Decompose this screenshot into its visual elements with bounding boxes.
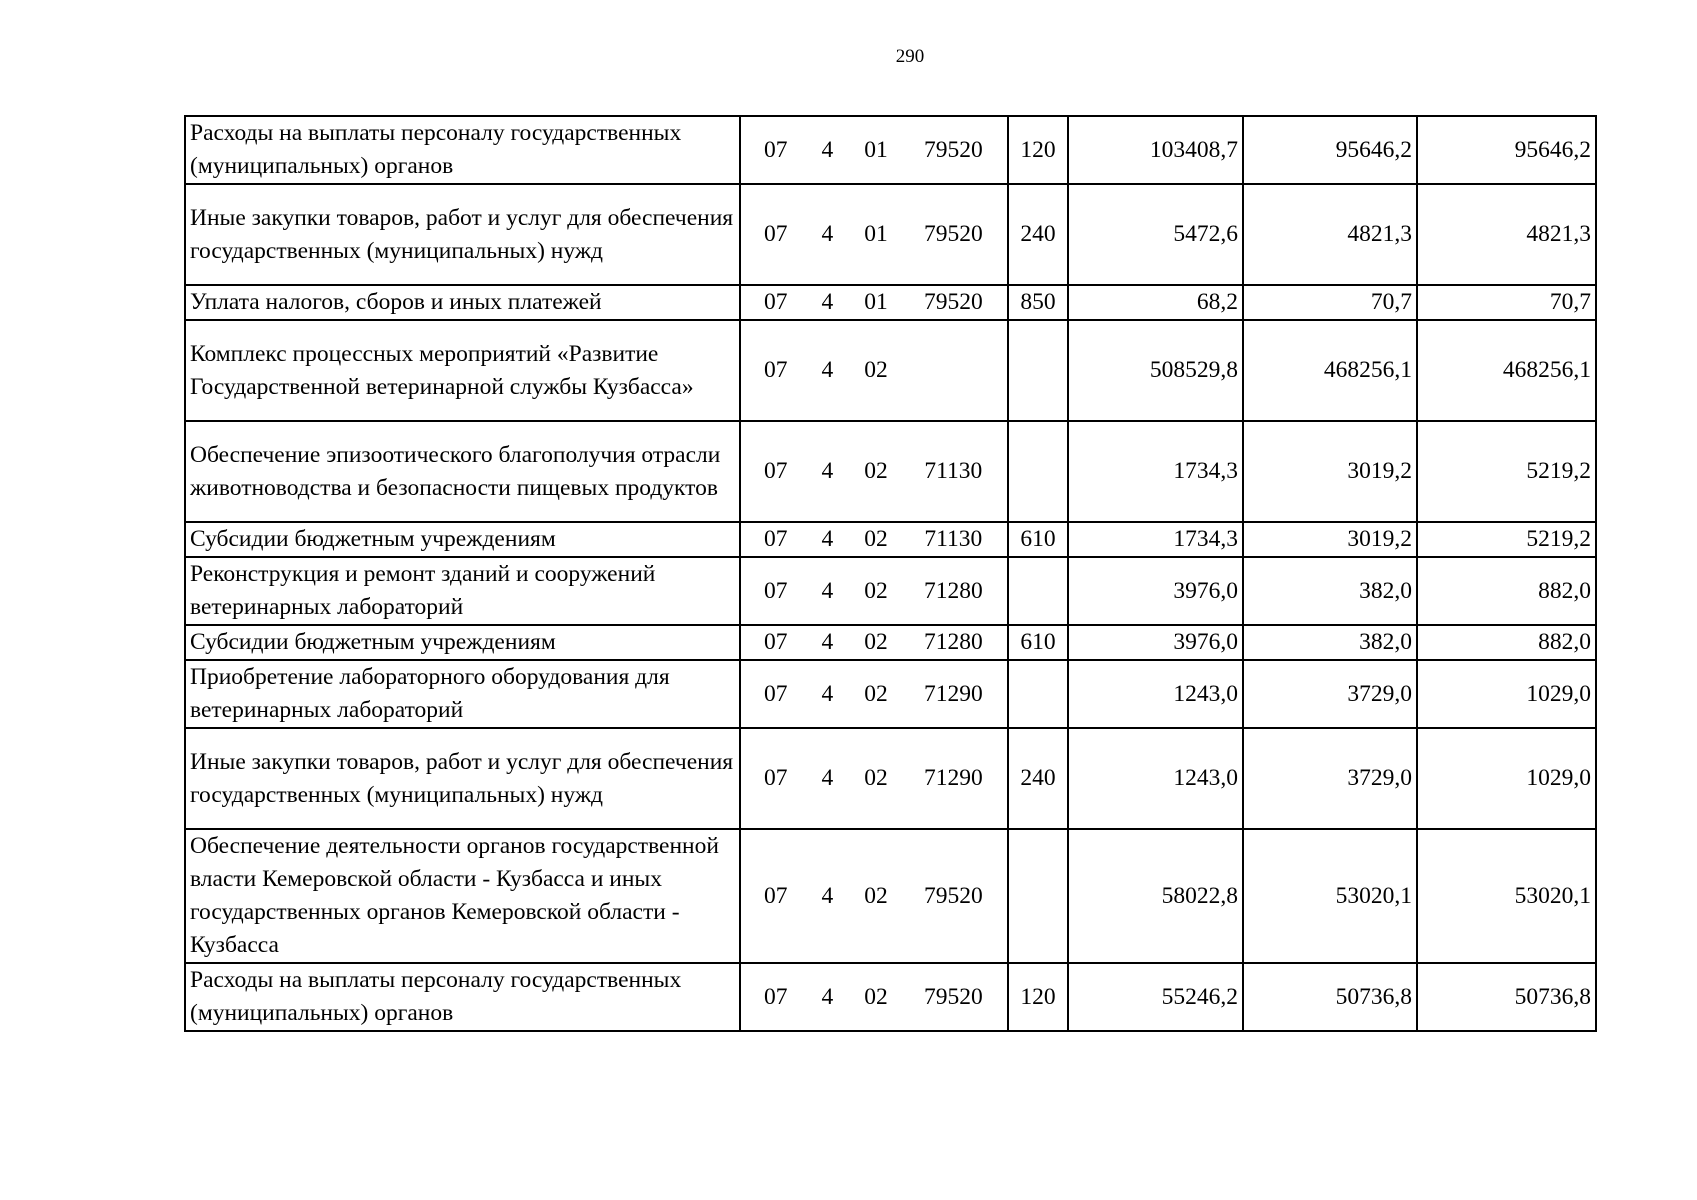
subprogram-code: 02 [864,458,888,484]
section-code: 07 [764,526,788,552]
section-code: 07 [764,882,788,909]
amount-year-2: 382,0 [1243,625,1417,660]
budget-table [184,115,1597,1032]
budget-codes [740,728,1008,829]
program-code: 4 [821,680,834,707]
amount-year-1: 3976,0 [1068,557,1243,625]
section-code: 07 [764,221,788,247]
expense-name: Обеспечение эпизоотического благополучия отрасли животноводства и безопасности пищевых продуктов [185,421,740,522]
section-code: 07 [764,136,788,163]
expense-name: Иные закупки товаров, работ и услуг для обеспечения государственных (муниципальных) нужд [185,184,740,285]
subprogram-code: 01 [864,221,888,247]
amount-year-2: 70,7 [1243,285,1417,320]
amount-year-1: 5472,6 [1068,184,1243,285]
section-code: 07 [764,983,788,1010]
budget-codes [740,320,1008,421]
amount-year-3: 70,7 [1417,285,1596,320]
amount-year-2: 3729,0 [1243,728,1417,829]
amount-year-3: 53020,1 [1417,829,1596,963]
expense-name: Приобретение лабораторного оборудования для ветеринарных лабораторий [185,660,740,728]
budget-codes [740,660,1008,728]
expense-type-code [1008,320,1068,421]
subprogram-code: 02 [864,882,888,909]
subprogram-code: 02 [864,357,888,383]
amount-year-3: 4821,3 [1417,184,1596,285]
amount-year-3: 5219,2 [1417,421,1596,522]
table-row [185,184,1596,285]
program-code: 4 [821,765,834,791]
program-code: 4 [821,882,834,909]
expense-name: Иные закупки товаров, работ и услуг для обеспечения государственных (муниципальных) нужд [185,728,740,829]
amount-year-1: 103408,7 [1068,116,1243,184]
amount-year-1: 1243,0 [1068,728,1243,829]
direction-code: 71290 [923,680,983,707]
section-code: 07 [764,357,788,383]
expense-type-code: 120 [1008,963,1068,1031]
section-code: 07 [764,765,788,791]
table-row [185,116,1596,184]
expense-type-code: 610 [1008,522,1068,557]
budget-codes [740,184,1008,285]
subprogram-code: 02 [864,983,888,1010]
program-code: 4 [821,458,834,484]
direction-code: 71130 [924,526,983,552]
direction-code: 79520 [923,221,983,247]
expense-type-code: 240 [1008,728,1068,829]
amount-year-3: 1029,0 [1417,728,1596,829]
expense-type-code [1008,421,1068,522]
table-row [185,320,1596,421]
amount-year-1: 55246,2 [1068,963,1243,1031]
expense-name: Расходы на выплаты персоналу государственных (муниципальных) органов [185,116,740,184]
expense-type-code [1008,660,1068,728]
amount-year-3: 5219,2 [1417,522,1596,557]
program-code: 4 [821,221,834,247]
subprogram-code: 02 [864,577,888,604]
section-code: 07 [764,680,788,707]
table-row [185,660,1596,728]
expense-type-code: 850 [1008,285,1068,320]
table-row [185,963,1596,1031]
amount-year-2: 95646,2 [1243,116,1417,184]
expense-type-code: 240 [1008,184,1068,285]
budget-codes [740,557,1008,625]
direction-code: 79520 [923,289,983,315]
direction-code: 71290 [923,765,983,791]
budget-codes [740,522,1008,557]
section-code: 07 [764,458,788,484]
expense-name: Обеспечение деятельности органов государственной власти Кемеровской области - Кузбасса и иных государственных органов Кемеровской области - Кузбасса [185,829,740,963]
section-code: 07 [764,577,788,604]
amount-year-3: 1029,0 [1417,660,1596,728]
table-row [185,522,1596,557]
amount-year-2: 53020,1 [1243,829,1417,963]
page-number: 290 [895,46,925,67]
direction-code: 71280 [923,629,983,655]
program-code: 4 [821,629,834,655]
amount-year-2: 3729,0 [1243,660,1417,728]
expense-type-code: 610 [1008,625,1068,660]
budget-codes [740,421,1008,522]
amount-year-1: 508529,8 [1068,320,1243,421]
budget-codes [740,829,1008,963]
direction-code: 79520 [923,983,983,1010]
amount-year-3: 882,0 [1417,557,1596,625]
subprogram-code: 01 [864,136,888,163]
subprogram-code: 02 [864,629,888,655]
amount-year-2: 468256,1 [1243,320,1417,421]
subprogram-code: 02 [864,680,888,707]
direction-code: 71130 [924,458,983,484]
table-body [185,116,1596,1031]
amount-year-3: 95646,2 [1417,116,1596,184]
direction-code: 79520 [923,882,983,909]
program-code: 4 [821,136,834,163]
program-code: 4 [821,357,834,383]
amount-year-1: 1243,0 [1068,660,1243,728]
budget-codes [740,625,1008,660]
expense-type-code [1008,557,1068,625]
table-row [185,829,1596,963]
amount-year-2: 50736,8 [1243,963,1417,1031]
expense-type-code: 120 [1008,116,1068,184]
budget-codes [740,963,1008,1031]
expense-type-code [1008,829,1068,963]
amount-year-1: 58022,8 [1068,829,1243,963]
expense-name: Уплата налогов, сборов и иных платежей [185,285,740,320]
expense-name: Субсидии бюджетным учреждениям [185,625,740,660]
subprogram-code: 01 [864,289,888,315]
amount-year-3: 882,0 [1417,625,1596,660]
section-code: 07 [764,629,788,655]
program-code: 4 [821,983,834,1010]
expense-name: Расходы на выплаты персоналу государственных (муниципальных) органов [185,963,740,1031]
expense-name: Реконструкция и ремонт зданий и сооружений ветеринарных лабораторий [185,557,740,625]
program-code: 4 [821,289,834,315]
amount-year-2: 3019,2 [1243,421,1417,522]
amount-year-1: 3976,0 [1068,625,1243,660]
amount-year-1: 1734,3 [1068,522,1243,557]
table-row [185,285,1596,320]
amount-year-2: 382,0 [1243,557,1417,625]
table-row [185,728,1596,829]
expense-name: Комплекс процессных мероприятий «Развитие Государственной ветеринарной службы Кузбасса» [185,320,740,421]
table-row [185,625,1596,660]
table-row [185,557,1596,625]
amount-year-1: 68,2 [1068,285,1243,320]
amount-year-3: 50736,8 [1417,963,1596,1031]
amount-year-3: 468256,1 [1417,320,1596,421]
table-row [185,421,1596,522]
budget-codes [740,285,1008,320]
subprogram-code: 02 [864,526,888,552]
budget-codes [740,116,1008,184]
expense-name: Субсидии бюджетным учреждениям [185,522,740,557]
program-code: 4 [821,526,834,552]
direction-code: 79520 [923,136,983,163]
program-code: 4 [821,577,834,604]
amount-year-2: 3019,2 [1243,522,1417,557]
direction-code: 71280 [923,577,983,604]
subprogram-code: 02 [864,765,888,791]
amount-year-1: 1734,3 [1068,421,1243,522]
section-code: 07 [764,289,788,315]
amount-year-2: 4821,3 [1243,184,1417,285]
